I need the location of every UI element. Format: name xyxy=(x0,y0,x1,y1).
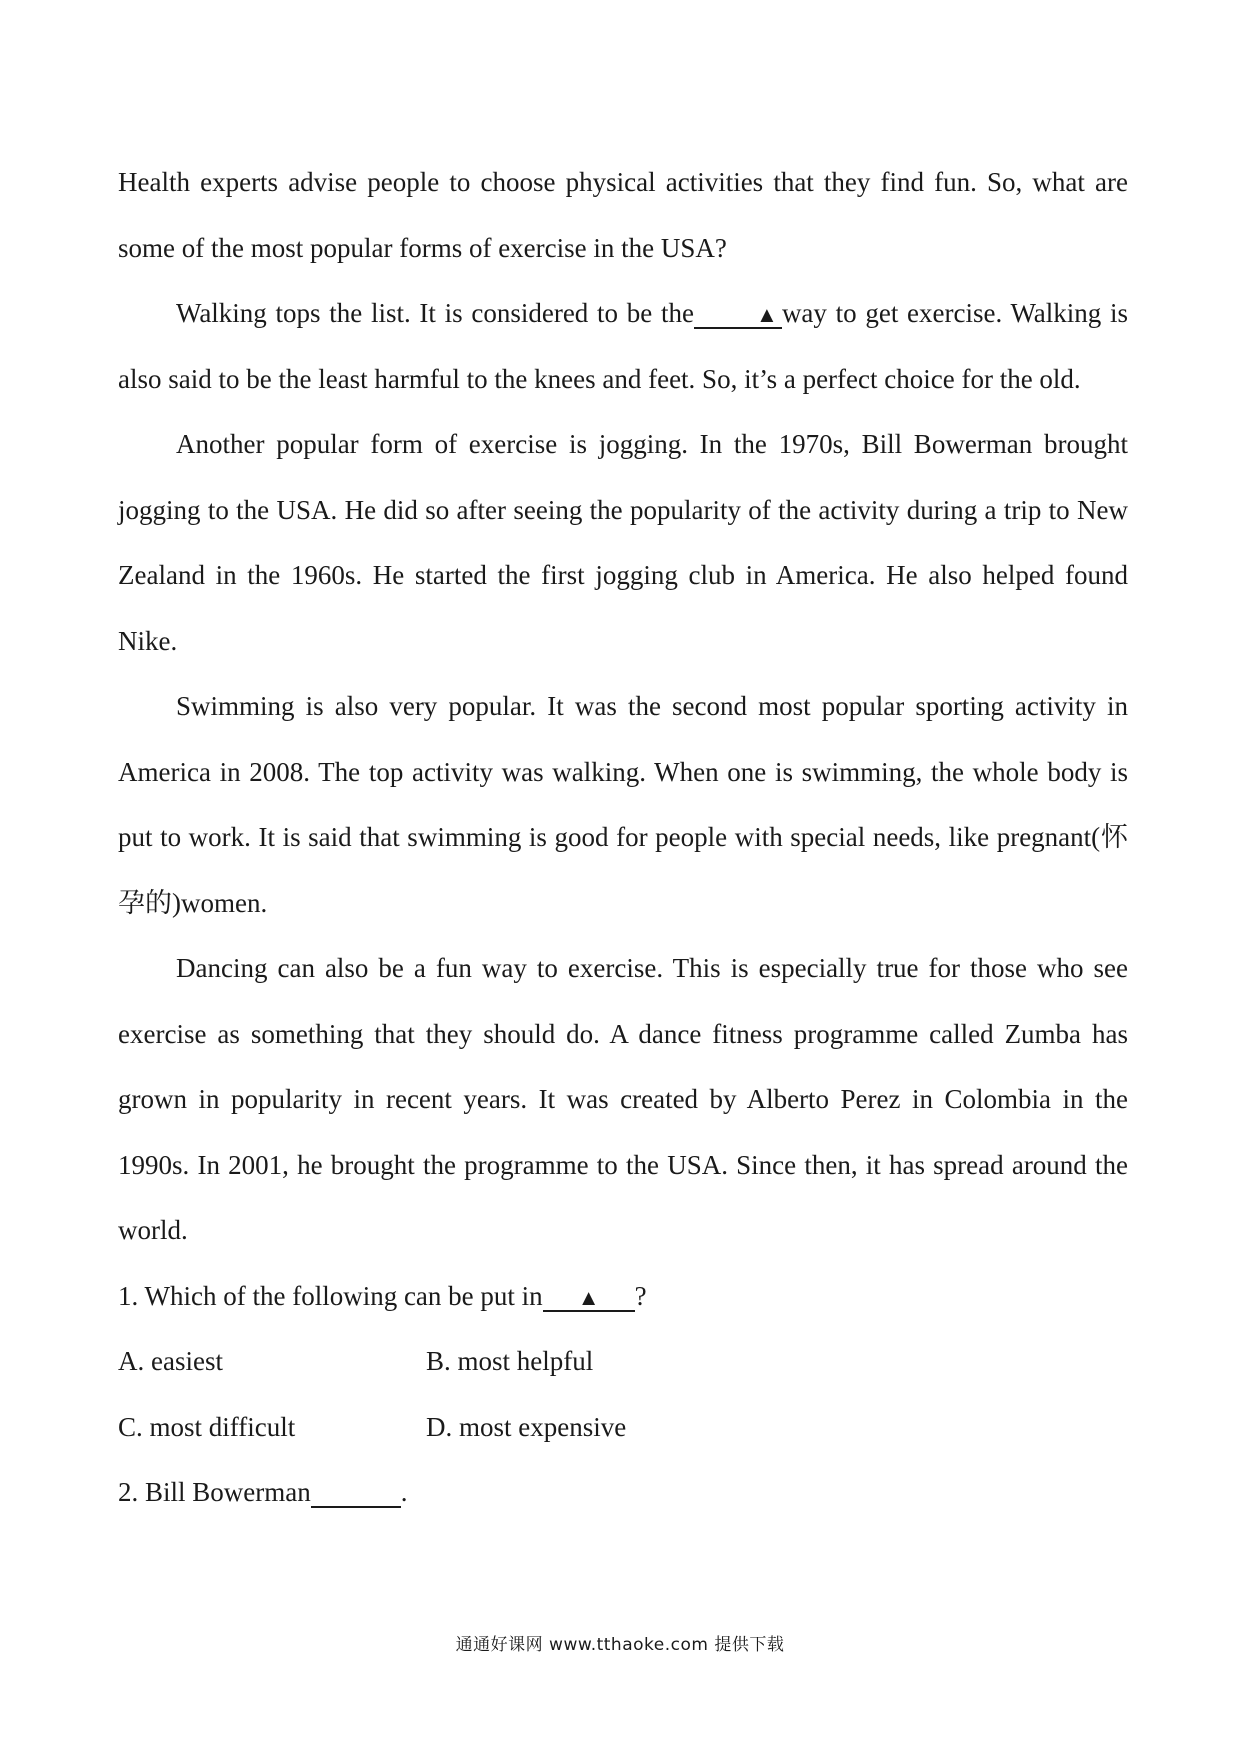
question-1-options-row-1 xyxy=(118,1329,1128,1395)
paragraph-swimming-text: Swimming is also very popular. It was the second most popular sporting activity in America in 2008. The top activity was walking. When one is swimming, the whole body is put to work. It is said that swimming is good for people with special needs, like pregnant(怀孕的)women. xyxy=(118,691,1128,918)
question-1-text: 1. Which of the following can be put in xyxy=(118,1280,543,1311)
paragraph-walking-text-before: Walking tops the list. It is considered to be the xyxy=(176,298,694,328)
paragraph-walking-text-after: way to get exercise. Walking is also said to be the least harmful to the knees and feet. So, it’s a perfect choice for the old. xyxy=(118,298,1128,394)
question-2-text: 2. Bill Bowerman xyxy=(118,1477,311,1507)
question-1-options-row-2 xyxy=(118,1395,1128,1461)
option-c: C. most difficult xyxy=(118,1411,296,1442)
question-1 xyxy=(118,1264,1128,1330)
option-d: D. most expensive xyxy=(426,1411,627,1442)
paragraph-intro xyxy=(118,150,1128,281)
footer-watermark xyxy=(0,1630,1240,1655)
paragraph-dancing-text: Dancing can also be a fun way to exercise. This is especially true for those who see exercise as something that they should do. A dance fitness programme called Zumba has grown in popularity in recent years. It was created by Alberto Perez in Colombia in the 1990s. In 2001, he brought the programme to the USA. Since then, it has spread around the world. xyxy=(118,953,1128,1245)
question-2-period: . xyxy=(400,1477,408,1507)
option-b: B. most helpful xyxy=(426,1346,594,1376)
paragraph-walking xyxy=(118,281,1128,412)
option-a: A. easiest xyxy=(118,1346,223,1376)
question-2 xyxy=(118,1460,1128,1526)
question-2-blank xyxy=(311,1482,401,1508)
paragraph-jogging-text: Another popular form of exercise is jogging. In the 1970s, Bill Bowerman brought jogging to the USA. He did so after seeing the popularity of the activity during a trip to New Zealand in the 1960s. He started the first jogging club in America. He also helped found Nike. xyxy=(118,429,1128,656)
question-1-mark: ? xyxy=(634,1280,647,1311)
paragraph-swimming xyxy=(118,674,1128,936)
answer-blank-1: ▲ xyxy=(694,303,782,329)
question-1-blank: ▲ xyxy=(543,1286,635,1312)
paragraph-jogging xyxy=(118,412,1128,674)
paragraph-dancing xyxy=(118,936,1128,1264)
footer-text: 通通好课网 www.tthaoke.com 提供下载 xyxy=(455,1635,785,1655)
paragraph-intro-text: Health experts advise people to choose physical activities that they find fun. So, what are some of the most popular forms of exercise in the USA? xyxy=(118,167,1128,263)
reading-passage xyxy=(118,150,1128,1526)
